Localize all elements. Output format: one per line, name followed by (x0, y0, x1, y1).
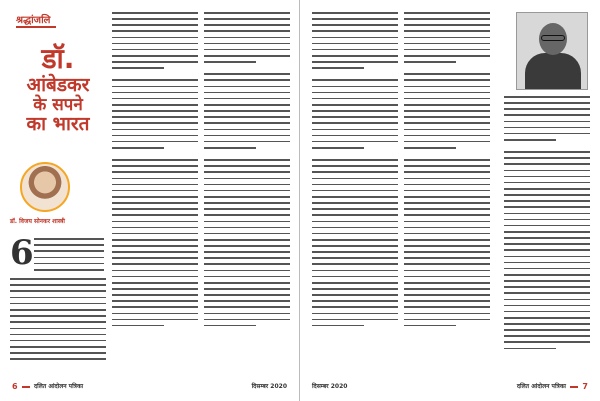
footer-rule (22, 386, 30, 388)
text-column-2 (204, 12, 290, 331)
issue-date: दिसम्बर 2020 (312, 383, 348, 390)
intro-text (34, 238, 104, 275)
intro-text-continued (10, 278, 106, 365)
drop-cap: 6 (10, 233, 34, 273)
section-tag-underline (16, 26, 56, 28)
left-footer (12, 381, 287, 393)
title-line-1: डॉ. (41, 42, 75, 75)
author-name: डॉ. विजय सोनकर शास्त्री (10, 218, 65, 225)
page-number: 6 (12, 382, 18, 391)
text-column-1 (112, 12, 198, 331)
magazine-name: दलित आंदोलन पत्रिका (516, 383, 566, 390)
article-title (20, 44, 96, 135)
page-number: 7 (582, 382, 588, 391)
title-line-2: आंबेडकर (26, 73, 90, 96)
text-column-5 (504, 96, 590, 354)
author-photo (20, 162, 70, 212)
title-line-4: का भारत (26, 113, 90, 136)
text-column-3 (312, 12, 398, 331)
footer-rule (570, 386, 578, 388)
ambedkar-portrait (516, 12, 588, 90)
issue-date: दिसम्बर 2020 (251, 383, 287, 390)
right-footer (312, 381, 588, 393)
text-column-4 (404, 12, 490, 331)
magazine-name: दलित आंदोलन पत्रिका (34, 383, 84, 390)
right-page (300, 0, 600, 401)
section-tag: श्रद्धांजलि (16, 15, 51, 26)
title-line-3: के सपने (33, 94, 83, 115)
